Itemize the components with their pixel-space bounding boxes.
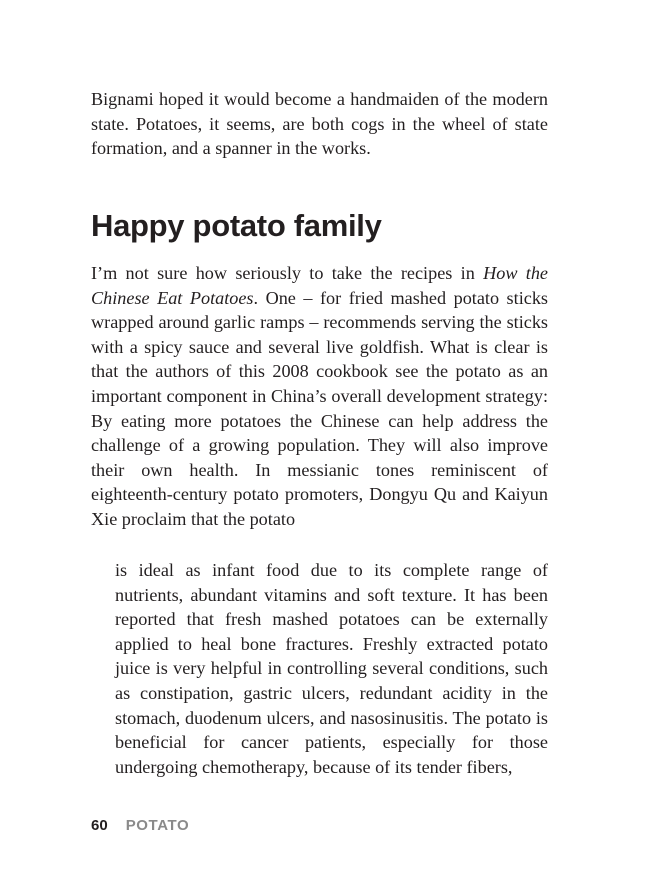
running-head: POTATO [125, 817, 190, 834]
page-footer [91, 816, 189, 836]
book-title: How the Chinese Eat Potatoes [91, 263, 548, 308]
main-paragraph-text-end: . One – for fried mashed potato sticks wrapped around garlic ramps – recommends serving the sticks with a spicy sauce and several live goldfish. What is clear is that the authors of this 2008 cookbook see the potato as an important component in China’s overall development strategy: By eating more potatoes the Chinese can help address the challenge of a growing population. They will also improve their own health. In messianic tones reminiscent of eighteenth-century potato promoters, Dongyu Qu and Kaiyun Xie proclaim that the potato [91, 287, 548, 529]
main-paragraph [91, 261, 548, 532]
page-number: 60 [91, 817, 108, 834]
section-heading: Happy potato family [91, 208, 382, 243]
block-quote: is ideal as infant food due to its complete range of nutrients, abundant vitamins and soft texture. It has been reported that fresh mashed potatoes can be externally applied to heal bone fractures. Freshly extracted potato juice is very helpful in controlling several conditions, such as constipation, gastric ulcers, redundant acidity in the stomach, duodenum ulcers, and nasosinusitis. The potato is beneficial for cancer patients, especially for those undergoing chemotherapy, because of its tender fibers, [115, 560, 548, 777]
main-paragraph-text-start: I’m not sure how seriously to take the recipes in [91, 263, 484, 283]
intro-paragraph: Bignami hoped it would become a handmaiden of the modern state. Potatoes, it seems, are both cogs in the wheel of state formation, and a spanner in the works. [91, 89, 548, 159]
